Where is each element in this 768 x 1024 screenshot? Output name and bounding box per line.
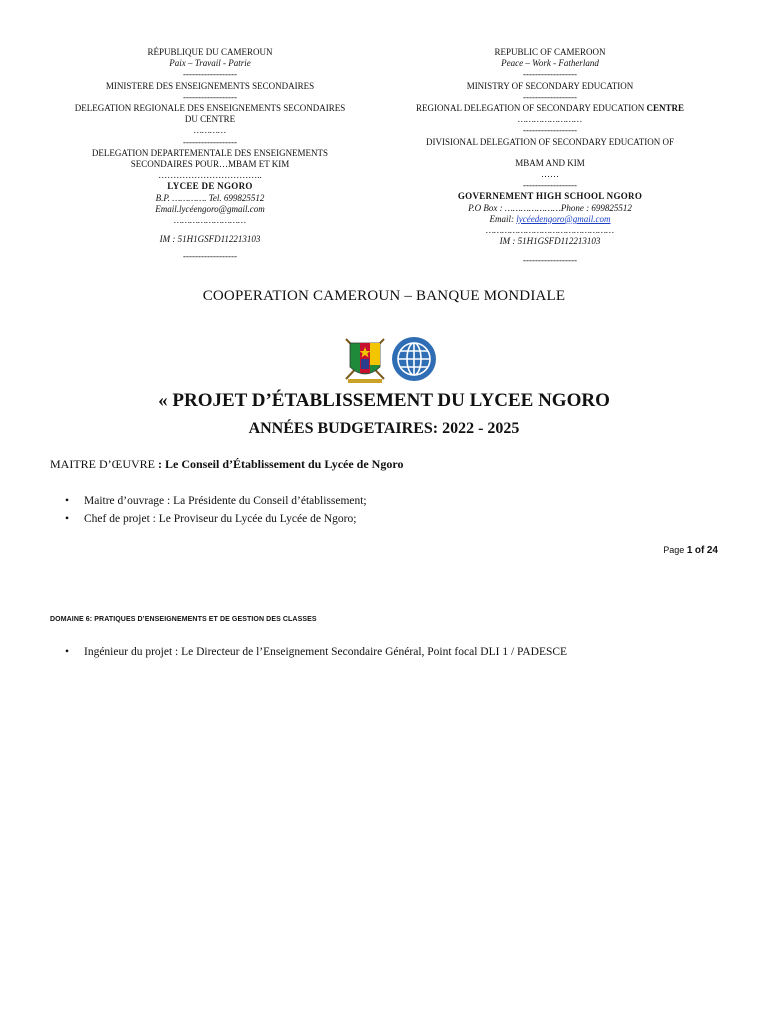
- divisional-delegation-cont: SECONDAIRES POUR…MBAM ET KIM: [130, 159, 290, 170]
- regional-delegation: REGIONAL DELEGATION OF SECONDARY EDUCATION CENTRE: [415, 103, 685, 114]
- maitre-oeuvre-value: : Le Conseil d’Établissement du Lycée de Ngoro: [158, 457, 404, 471]
- republic-name: RÉPUBLIQUE DU CAMEROUN: [147, 47, 273, 57]
- document-title: « PROJET D’ÉTABLISSEMENT DU LYCEE NGORO: [158, 390, 610, 411]
- maitre-oeuvre-label: MAITRE D’ŒUVRE: [50, 457, 155, 471]
- school-name: LYCEE DE NGORO: [167, 181, 253, 192]
- header-right: [395, 47, 705, 267]
- regional-delegation: DELEGATION REGIONALE DES ENSEIGNEMENTS SECONDAIRES: [74, 103, 346, 114]
- email-link[interactable]: lycéedengoro@gmail.com: [516, 213, 611, 224]
- dots: ……………………………..: [158, 170, 262, 181]
- dots: ……………………: [517, 114, 583, 125]
- dots: …………………………………………: [485, 225, 615, 236]
- divisional-delegation-cont: MBAM AND KIM: [515, 157, 585, 168]
- region-name: CENTRE: [646, 103, 685, 114]
- roles-list-continued: [60, 643, 567, 661]
- school-bp-tel: B.P. …………. Tel. 699825512: [155, 192, 265, 203]
- ministry-name: MINISTERE DES ENSEIGNEMENTS SECONDAIRES: [105, 80, 315, 91]
- bullet-icon: •: [65, 646, 70, 658]
- separator: ------------------: [523, 255, 577, 266]
- world-bank-logo-icon: [390, 335, 438, 383]
- logos: [340, 333, 440, 385]
- list-item: • Ingénieur du projet : Le Directeur de l’Enseignement Secondaire Général, Point focal DLI 1 / PADESCE: [60, 643, 567, 661]
- separator: ------------------: [183, 136, 237, 147]
- national-motto: Paix – Travail - Patrie: [169, 58, 251, 69]
- school-email: Email: lycéedengoro@gmail.com: [489, 213, 611, 224]
- separator: ------------------: [183, 69, 237, 80]
- divisional-delegation: DIVISIONAL DELEGATION OF SECONDARY EDUCATION OF: [425, 136, 675, 147]
- school-email: Email.lycéengoro@gmail.com: [155, 203, 265, 214]
- separator: ------------------: [183, 91, 237, 102]
- dots: ………………………: [173, 215, 247, 226]
- school-pobox-phone: P.O Box : …………………Phone : 699825512: [468, 202, 632, 213]
- regional-delegation-cont: DU CENTRE: [184, 114, 236, 125]
- list-item: • Maitre d’ouvrage : La Présidente du Conseil d’établissement;: [60, 492, 367, 510]
- bullet-icon: •: [65, 495, 70, 507]
- cameroon-coat-of-arms-icon: [340, 333, 390, 385]
- separator: ------------------: [523, 180, 577, 191]
- header-left: [50, 47, 370, 263]
- list-item: • Chef de projet : Le Proviseur du Lycée du Lycée de Ngoro;: [60, 510, 367, 528]
- separator: ------------------: [523, 91, 577, 102]
- bullet-icon: •: [65, 513, 70, 525]
- document-subtitle: ANNÉES BUDGETAIRES: 2022 - 2025: [248, 420, 520, 437]
- republic-name: REPUBLIC OF CAMEROON: [494, 47, 606, 57]
- cooperation-heading: COOPERATION CAMEROUN – BANQUE MONDIALE: [202, 288, 566, 304]
- separator: ------------------: [523, 69, 577, 80]
- ministry-name: MINISTRY OF SECONDARY EDUCATION: [466, 80, 634, 91]
- school-im: IM : 51H1GSFD112213103: [159, 234, 261, 245]
- school-im: IM : 51H1GSFD112213103: [499, 236, 601, 247]
- dots: …………: [193, 125, 226, 136]
- domain-heading: DOMAINE 6: PRATIQUES D’ENSEIGNEMENTS ET DE GESTION DES CLASSES: [50, 616, 317, 623]
- roles-list: [60, 492, 367, 528]
- page-number: Page 1 of 24: [663, 545, 718, 556]
- separator: ------------------: [183, 251, 237, 262]
- separator: ------------------: [523, 125, 577, 136]
- dots: ……: [541, 169, 559, 180]
- maitre-oeuvre: [50, 457, 403, 472]
- school-name: GOVERNEMENT HIGH SCHOOL NGORO: [457, 191, 643, 202]
- national-motto: Peace – Work - Fatherland: [501, 58, 599, 69]
- divisional-delegation: DELEGATION DEPARTEMENTALE DES ENSEIGNEMENTS: [91, 147, 329, 158]
